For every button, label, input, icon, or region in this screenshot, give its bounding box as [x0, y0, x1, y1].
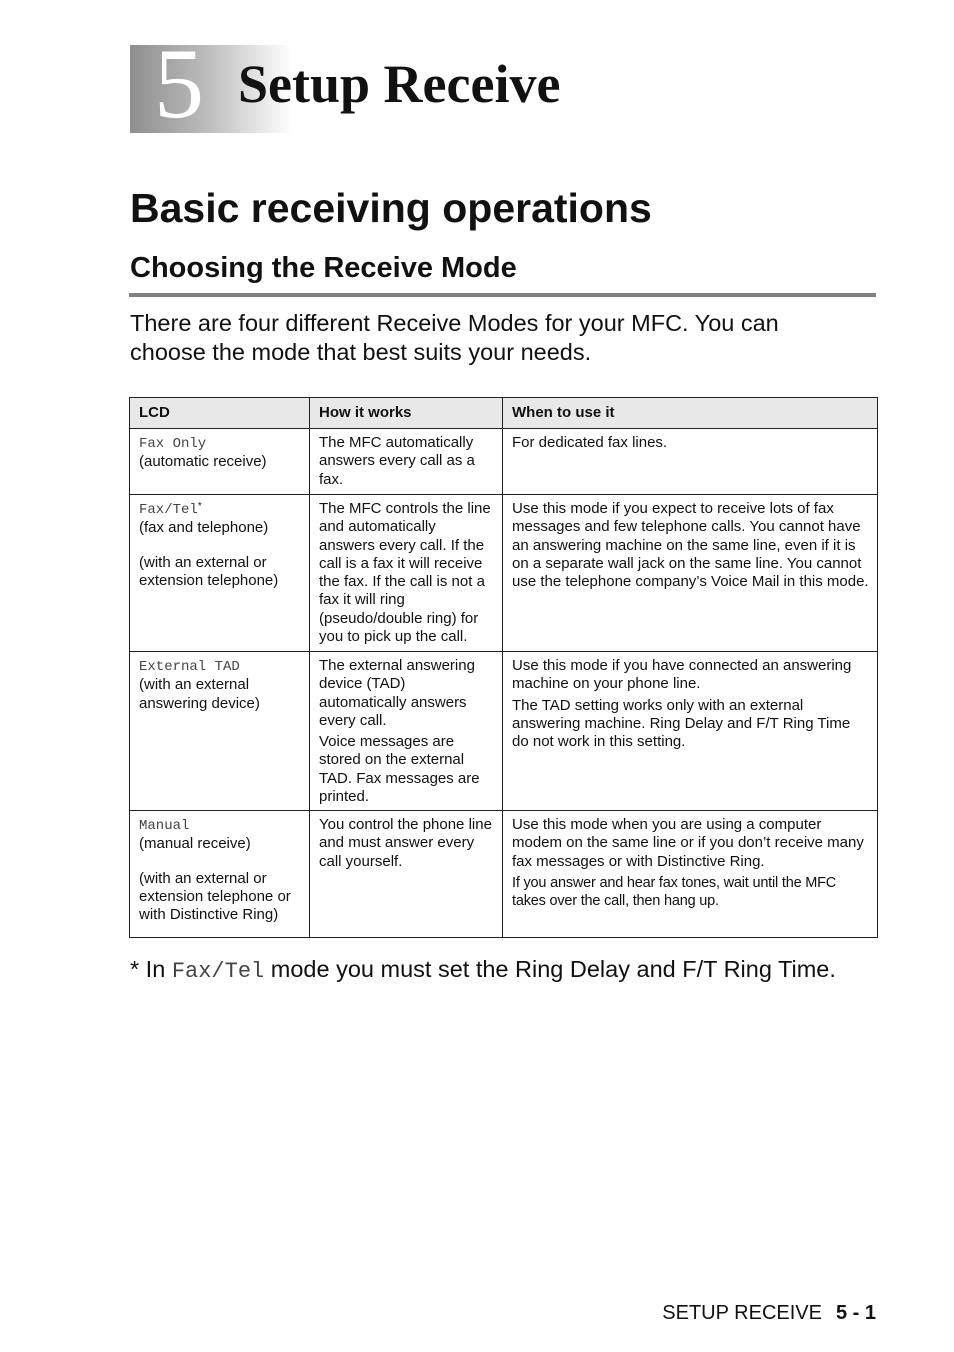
table-row	[130, 495, 878, 652]
chapter-number: 5	[154, 28, 204, 139]
lcd-mode-desc: (manual receive)	[139, 835, 251, 853]
header-how-it-works: How it works	[310, 398, 503, 429]
lcd-mode: Fax/Tel*	[139, 501, 202, 518]
lcd-mode-desc: (fax and telephone)	[139, 519, 269, 537]
intro-paragraph: There are four different Receive Modes for your MFC. You can choose the mode that best suits your needs.	[130, 310, 779, 365]
how-it-works-cell: The MFC automatically answers every call as a fax.	[310, 429, 503, 495]
subsection-title: Choosing the Receive Mode	[130, 252, 517, 284]
when-to-use-cell: Use this mode if you expect to receive lots of fax messages and few telephone calls. You cannot have an answering machine on the same line, even if it is on a separate wall jack on the same line. You cannot use the telephone company’s Voice Mail in this mode.	[503, 495, 878, 652]
lcd-mode-extra: (with an external or extension telephone)	[139, 553, 279, 589]
header-when-to-use: When to use it	[503, 398, 878, 429]
table-row	[130, 811, 878, 938]
lcd-cell	[130, 811, 310, 938]
lcd-cell	[130, 495, 310, 652]
when-to-use-cell: Use this mode if you have connected an answering machine on your phone line. The TAD setting works only with an external answering machine. Ring Delay and F/T Ring Time do not work in this setting.	[503, 652, 878, 811]
lcd-mode: External TAD	[139, 659, 240, 675]
footer-label: SETUP RECEIVE	[662, 1302, 822, 1324]
receive-modes-table	[129, 397, 878, 938]
how-it-works-cell: The MFC controls the line and automatically answers every call. If the call is a fax it will receive the fax. If the call is not a fax it will ring (pseudo/double ring) for you to pick up the call.	[310, 495, 503, 652]
footnote: * In Fax/Tel mode you must set the Ring Delay and F/T Ring Time.	[130, 956, 836, 984]
when-to-use-cell: Use this mode when you are using a computer modem on the same line or if you don’t receive many fax messages or with Distinctive Ring. If you answer and hear fax tones, wait until the MFC takes over the call, then hang up.	[503, 811, 878, 938]
chapter-title: Setup Receive	[238, 54, 561, 114]
table-row	[130, 429, 878, 495]
lcd-mode: Manual	[139, 818, 190, 834]
page-number: 5 - 1	[835, 1302, 876, 1324]
subsection-rule	[129, 293, 876, 297]
footnote-marker: *	[197, 501, 202, 512]
how-it-works-cell: The external answering device (TAD) automatically answers every call. Voice messages are stored on the external TAD. Fax messages are printed.	[310, 652, 503, 811]
lcd-mode: Fax Only	[139, 436, 207, 452]
lcd-mode-desc: (with an external answering device)	[139, 676, 260, 712]
lcd-mode-extra: (with an external or extension telephone or with Distinctive Ring)	[139, 869, 291, 924]
section-title: Basic receiving operations	[130, 185, 652, 231]
table-header-row	[130, 398, 878, 429]
lcd-cell	[130, 652, 310, 811]
page-footer	[662, 1300, 876, 1326]
header-lcd: LCD	[130, 398, 310, 429]
lcd-cell	[130, 429, 310, 495]
lcd-mode-desc: (automatic receive)	[139, 453, 267, 471]
how-it-works-cell: You control the phone line and must answer every call yourself.	[310, 811, 503, 938]
table-row	[130, 652, 878, 811]
when-to-use-cell: For dedicated fax lines.	[503, 429, 878, 495]
